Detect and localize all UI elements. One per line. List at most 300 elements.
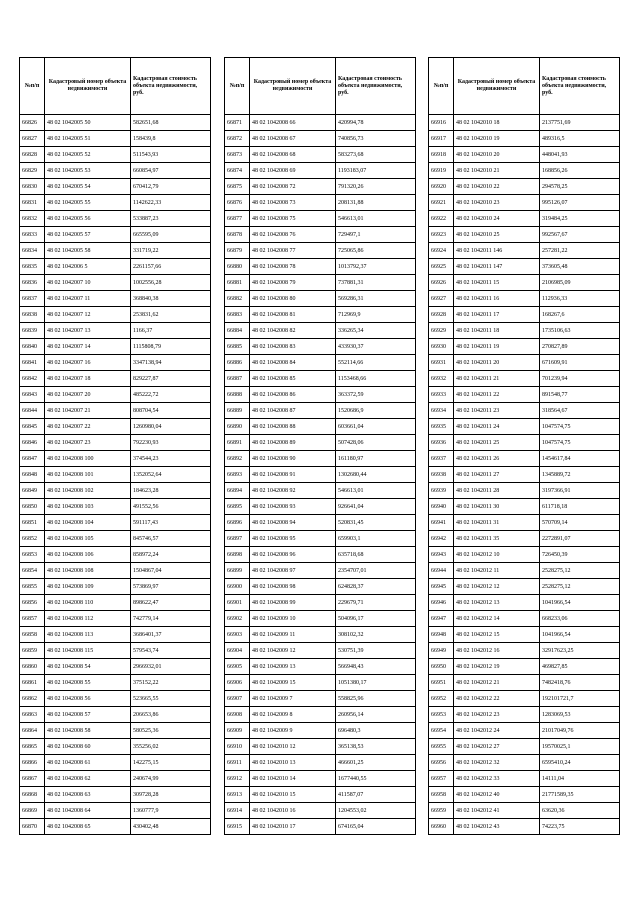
row-number: 66841 (20, 355, 45, 371)
table-row (429, 275, 620, 291)
row-number: 66850 (20, 499, 45, 515)
table-row (429, 291, 620, 307)
cadastral-value: 670412,79 (131, 179, 211, 195)
cadastral-value: 375152,22 (131, 675, 211, 691)
cadastral-number: 48 02 1042010 21 (454, 163, 540, 179)
row-number: 66837 (20, 291, 45, 307)
row-number: 66956 (429, 755, 454, 771)
cadastral-value: 3197366,91 (540, 483, 620, 499)
table-row (429, 803, 620, 819)
cadastral-number: 48 02 1042011 26 (454, 451, 540, 467)
table-row (225, 115, 416, 131)
cadastral-value: 1345889,72 (540, 467, 620, 483)
row-number: 66866 (20, 755, 45, 771)
cadastral-number: 48 02 1042008 81 (250, 307, 336, 323)
table-row (225, 595, 416, 611)
cadastral-number: 48 02 1042005 57 (45, 227, 131, 243)
row-number: 66831 (20, 195, 45, 211)
row-number: 66955 (429, 739, 454, 755)
row-number: 66836 (20, 275, 45, 291)
row-number: 66892 (225, 451, 250, 467)
row-number: 66829 (20, 163, 45, 179)
row-number: 66915 (225, 819, 250, 835)
cadastral-number: 48 02 1042008 67 (250, 131, 336, 147)
table-row (20, 403, 211, 419)
cadastral-value: 469827,85 (540, 659, 620, 675)
cadastral-number: 48 02 1042007 10 (45, 275, 131, 291)
cadastral-value: 2137751,69 (540, 115, 620, 131)
cadastral-value: 591117,43 (131, 515, 211, 531)
cadastral-value: 1051380,17 (336, 675, 416, 691)
row-number: 66932 (429, 371, 454, 387)
row-number: 66923 (429, 227, 454, 243)
table-row (20, 723, 211, 739)
cadastral-number: 48 02 1042009 15 (250, 675, 336, 691)
table-row (429, 467, 620, 483)
cadastral-value: 1115808,79 (131, 339, 211, 355)
cadastral-number: 48 02 1042008 78 (250, 259, 336, 275)
cadastral-number: 48 02 1042008 80 (250, 291, 336, 307)
cadastral-value: 1520686,9 (336, 403, 416, 419)
cadastral-number: 48 02 1042008 109 (45, 579, 131, 595)
table-row (225, 211, 416, 227)
row-number: 66872 (225, 131, 250, 147)
table-row (20, 595, 211, 611)
cadastral-number: 48 02 1042009 13 (250, 659, 336, 675)
row-number: 66880 (225, 259, 250, 275)
cadastral-number: 48 02 1042008 98 (250, 579, 336, 595)
row-number: 66893 (225, 467, 250, 483)
cadastral-value: 1352052,64 (131, 467, 211, 483)
cadastral-value: 808704,54 (131, 403, 211, 419)
row-number: 66898 (225, 547, 250, 563)
cadastral-number: 48 02 1042005 56 (45, 211, 131, 227)
cadastral-value: 729497,1 (336, 227, 416, 243)
table-row (429, 227, 620, 243)
row-number: 66931 (429, 355, 454, 371)
row-number: 66941 (429, 515, 454, 531)
cadastral-value: 1047574,75 (540, 435, 620, 451)
cadastral-number: 48 02 1042005 53 (45, 163, 131, 179)
table-row (429, 595, 620, 611)
cadastral-value: 1302680,44 (336, 467, 416, 483)
table-row (429, 435, 620, 451)
table-row (225, 579, 416, 595)
cadastral-number: 48 02 1042008 65 (45, 819, 131, 835)
table-row (20, 147, 211, 163)
cadastral-value: 791320,26 (336, 179, 416, 195)
cadastral-number: 48 02 1042008 91 (250, 467, 336, 483)
cadastral-number: 48 02 1042007 13 (45, 323, 131, 339)
cadastral-number: 48 02 1042008 79 (250, 275, 336, 291)
row-number: 66838 (20, 307, 45, 323)
row-number: 66900 (225, 579, 250, 595)
cadastral-number: 48 02 1042012 32 (454, 755, 540, 771)
cadastral-number: 48 02 1042010 14 (250, 771, 336, 787)
row-number: 66842 (20, 371, 45, 387)
cadastral-value: 430402,48 (131, 819, 211, 835)
row-number: 66943 (429, 547, 454, 563)
cadastral-number: 48 02 1042007 16 (45, 355, 131, 371)
cadastral-value: 659903,1 (336, 531, 416, 547)
table-row (20, 115, 211, 131)
row-number: 66944 (429, 563, 454, 579)
cadastral-value: 829227,87 (131, 371, 211, 387)
row-number: 66877 (225, 211, 250, 227)
cadastral-value: 511543,93 (131, 147, 211, 163)
row-number: 66959 (429, 803, 454, 819)
table-row (20, 691, 211, 707)
row-number: 66899 (225, 563, 250, 579)
cadastral-number: 48 02 1042008 75 (250, 211, 336, 227)
table-row (429, 163, 620, 179)
cadastral-value: 926641,04 (336, 499, 416, 515)
cadastral-value: 569286,31 (336, 291, 416, 307)
table-row (429, 531, 620, 547)
cadastral-value: 21771589,35 (540, 787, 620, 803)
cadastral-value: 257281,22 (540, 243, 620, 259)
table-row (429, 579, 620, 595)
row-number: 66953 (429, 707, 454, 723)
cadastral-value: 507428,06 (336, 435, 416, 451)
row-number: 66858 (20, 627, 45, 643)
row-number: 66925 (429, 259, 454, 275)
header-cadastral-value: Кадастровая стоимость объекта недвижимости, руб. (540, 58, 620, 115)
cadastral-number: 48 02 1042008 64 (45, 803, 131, 819)
cadastral-value: 19570025,1 (540, 739, 620, 755)
cadastral-value: 845746,57 (131, 531, 211, 547)
cadastral-number: 48 02 1042008 76 (250, 227, 336, 243)
cadastral-value: 504096,17 (336, 611, 416, 627)
table-row (225, 259, 416, 275)
cadastral-number: 48 02 1042009 10 (250, 611, 336, 627)
table-row (225, 451, 416, 467)
row-number: 66948 (429, 627, 454, 643)
cadastral-number: 48 02 1042007 11 (45, 291, 131, 307)
table-row (20, 547, 211, 563)
table-row (429, 387, 620, 403)
row-number: 66875 (225, 179, 250, 195)
cadastral-number: 48 02 1042012 41 (454, 803, 540, 819)
cadastral-number: 48 02 1042012 10 (454, 547, 540, 563)
cadastral-number: 48 02 1042012 19 (454, 659, 540, 675)
table-row (20, 131, 211, 147)
table-row (20, 483, 211, 499)
cadastral-number: 48 02 1042012 33 (454, 771, 540, 787)
cadastral-value: 1360777,9 (131, 803, 211, 819)
cadastral-value: 63620,36 (540, 803, 620, 819)
table-row (20, 755, 211, 771)
cadastral-value: 668233,06 (540, 611, 620, 627)
table-row (20, 227, 211, 243)
cadastral-value: 318564,67 (540, 403, 620, 419)
cadastral-value: 552114,66 (336, 355, 416, 371)
table-row (429, 739, 620, 755)
cadastral-number: 48 02 1042008 94 (250, 515, 336, 531)
row-number: 66855 (20, 579, 45, 595)
table-row (225, 419, 416, 435)
row-number: 66891 (225, 435, 250, 451)
row-number: 66897 (225, 531, 250, 547)
cadastral-value: 74223,75 (540, 819, 620, 835)
cadastral-number: 48 02 1042005 52 (45, 147, 131, 163)
cadastral-number: 48 02 1042008 72 (250, 179, 336, 195)
cadastral-value: 2966932,01 (131, 659, 211, 675)
row-number: 66886 (225, 355, 250, 371)
table-row (429, 211, 620, 227)
row-number: 66924 (429, 243, 454, 259)
row-number: 66879 (225, 243, 250, 259)
row-number: 66857 (20, 611, 45, 627)
row-number: 66914 (225, 803, 250, 819)
cadastral-value: 161180,97 (336, 451, 416, 467)
table-row (20, 275, 211, 291)
cadastral-value: 1153468,66 (336, 371, 416, 387)
row-number: 66926 (429, 275, 454, 291)
row-number: 66905 (225, 659, 250, 675)
cadastral-value: 168856,26 (540, 163, 620, 179)
cadastral-value: 891548,77 (540, 387, 620, 403)
row-number: 66847 (20, 451, 45, 467)
cadastral-value: 740856,73 (336, 131, 416, 147)
cadastral-number: 48 02 1042008 106 (45, 547, 131, 563)
cadastral-value: 7482418,76 (540, 675, 620, 691)
cadastral-number: 48 02 1042008 54 (45, 659, 131, 675)
row-number: 66896 (225, 515, 250, 531)
table-row (429, 451, 620, 467)
table-row (20, 787, 211, 803)
table-row (429, 195, 620, 211)
cadastral-number: 48 02 1042011 19 (454, 339, 540, 355)
registry-table-2 (224, 57, 416, 835)
row-number: 66954 (429, 723, 454, 739)
table-row (429, 179, 620, 195)
row-number: 66902 (225, 611, 250, 627)
table-row (225, 771, 416, 787)
table-row (429, 787, 620, 803)
row-number: 66873 (225, 147, 250, 163)
row-number: 66935 (429, 419, 454, 435)
row-number: 66945 (429, 579, 454, 595)
cadastral-number: 48 02 1042010 18 (454, 115, 540, 131)
cadastral-number: 48 02 1042005 55 (45, 195, 131, 211)
cadastral-value: 712969,9 (336, 307, 416, 323)
table-row (225, 515, 416, 531)
row-number: 66922 (429, 211, 454, 227)
row-number: 66848 (20, 467, 45, 483)
table-row (429, 323, 620, 339)
cadastral-number: 48 02 1042008 56 (45, 691, 131, 707)
cadastral-value: 546613,01 (336, 483, 416, 499)
cadastral-number: 48 02 1042008 103 (45, 499, 131, 515)
cadastral-value: 696480,3 (336, 723, 416, 739)
table-row (20, 499, 211, 515)
cadastral-value: 2106985,09 (540, 275, 620, 291)
cadastral-value: 374544,23 (131, 451, 211, 467)
table-row (225, 723, 416, 739)
table-row (429, 723, 620, 739)
row-number: 66827 (20, 131, 45, 147)
table-row (225, 243, 416, 259)
table-row (429, 307, 620, 323)
table-header (225, 58, 416, 115)
table-row (429, 339, 620, 355)
cadastral-number: 48 02 1042008 95 (250, 531, 336, 547)
table-row (429, 483, 620, 499)
table-row (20, 803, 211, 819)
cadastral-number: 48 02 1042008 92 (250, 483, 336, 499)
row-number: 66907 (225, 691, 250, 707)
row-number: 66884 (225, 323, 250, 339)
table-row (20, 435, 211, 451)
row-number: 66871 (225, 115, 250, 131)
cadastral-value: 1735106,63 (540, 323, 620, 339)
cadastral-number: 48 02 1042012 27 (454, 739, 540, 755)
row-number: 66928 (429, 307, 454, 323)
table-row (20, 323, 211, 339)
table-row (225, 675, 416, 691)
cadastral-number: 48 02 1042007 14 (45, 339, 131, 355)
cadastral-value: 489316,5 (540, 131, 620, 147)
table-row (20, 291, 211, 307)
cadastral-value: 485222,72 (131, 387, 211, 403)
cadastral-number: 48 02 1042008 97 (250, 563, 336, 579)
cadastral-number: 48 02 1042010 15 (250, 787, 336, 803)
row-number: 66904 (225, 643, 250, 659)
row-number: 66862 (20, 691, 45, 707)
cadastral-number: 48 02 1042008 77 (250, 243, 336, 259)
row-number: 66889 (225, 403, 250, 419)
row-number: 66856 (20, 595, 45, 611)
row-number: 66845 (20, 419, 45, 435)
table-row (429, 659, 620, 675)
cadastral-number: 48 02 1042012 24 (454, 723, 540, 739)
table-row (429, 147, 620, 163)
table-row (20, 467, 211, 483)
table-row (429, 675, 620, 691)
cadastral-number: 48 02 1042008 68 (250, 147, 336, 163)
cadastral-value: 192101721,7 (540, 691, 620, 707)
cadastral-value: 294578,25 (540, 179, 620, 195)
row-number: 66863 (20, 707, 45, 723)
table-row (225, 627, 416, 643)
cadastral-value: 603661,04 (336, 419, 416, 435)
cadastral-value: 2354707,01 (336, 563, 416, 579)
cadastral-value: 583273,68 (336, 147, 416, 163)
table-row (20, 371, 211, 387)
table-row (20, 611, 211, 627)
cadastral-value: 240674,99 (131, 771, 211, 787)
cadastral-value: 331719,22 (131, 243, 211, 259)
table-row (20, 339, 211, 355)
cadastral-number: 48 02 1042008 86 (250, 387, 336, 403)
row-number: 66957 (429, 771, 454, 787)
row-number: 66913 (225, 787, 250, 803)
table-row (225, 355, 416, 371)
cadastral-number: 48 02 1042012 43 (454, 819, 540, 835)
cadastral-number: 48 02 1042008 113 (45, 627, 131, 643)
table-row (20, 307, 211, 323)
cadastral-number: 48 02 1042011 23 (454, 403, 540, 419)
cadastral-number: 48 02 1042008 88 (250, 419, 336, 435)
cadastral-value: 1204553,02 (336, 803, 416, 819)
cadastral-value: 1002556,28 (131, 275, 211, 291)
cadastral-number: 48 02 1042012 22 (454, 691, 540, 707)
cadastral-number: 48 02 1042009 7 (250, 691, 336, 707)
row-number: 66870 (20, 819, 45, 835)
row-number: 66933 (429, 387, 454, 403)
table-row (20, 355, 211, 371)
cadastral-number: 48 02 1042011 24 (454, 419, 540, 435)
cadastral-value: 579543,74 (131, 643, 211, 659)
cadastral-number: 48 02 1042008 112 (45, 611, 131, 627)
cadastral-number: 48 02 1042010 25 (454, 227, 540, 243)
cadastral-value: 1677440,55 (336, 771, 416, 787)
row-number: 66938 (429, 467, 454, 483)
table-row (429, 547, 620, 563)
cadastral-number: 48 02 1042008 83 (250, 339, 336, 355)
row-number: 66921 (429, 195, 454, 211)
cadastral-value: 184623,28 (131, 483, 211, 499)
cadastral-number: 48 02 1042011 20 (454, 355, 540, 371)
cadastral-value: 742779,14 (131, 611, 211, 627)
header-num: №п/п (225, 58, 250, 115)
table-row (225, 195, 416, 211)
cadastral-number: 48 02 1042010 19 (454, 131, 540, 147)
cadastral-value: 2528275,12 (540, 563, 620, 579)
cadastral-number: 48 02 1042005 50 (45, 115, 131, 131)
row-number: 66833 (20, 227, 45, 243)
cadastral-value: 229679,71 (336, 595, 416, 611)
cadastral-number: 48 02 1042010 12 (250, 739, 336, 755)
cadastral-value: 253831,62 (131, 307, 211, 323)
row-number: 66903 (225, 627, 250, 643)
table-row (20, 419, 211, 435)
table-row (20, 163, 211, 179)
cadastral-value: 671609,91 (540, 355, 620, 371)
cadastral-number: 48 02 1042008 101 (45, 467, 131, 483)
cadastral-number: 48 02 1042010 22 (454, 179, 540, 195)
row-number: 66865 (20, 739, 45, 755)
cadastral-number: 48 02 1042008 89 (250, 435, 336, 451)
cadastral-number: 48 02 1042008 102 (45, 483, 131, 499)
table-row (225, 179, 416, 195)
cadastral-number: 48 02 1042008 66 (250, 115, 336, 131)
table-row (429, 691, 620, 707)
header-num: №п/п (20, 58, 45, 115)
cadastral-value: 206653,86 (131, 707, 211, 723)
table-row (225, 467, 416, 483)
cadastral-value: 558825,96 (336, 691, 416, 707)
row-number: 66859 (20, 643, 45, 659)
cadastral-value: 2528275,12 (540, 579, 620, 595)
table-row (429, 259, 620, 275)
table-row (225, 531, 416, 547)
table-row (225, 227, 416, 243)
cadastral-number: 48 02 1042007 12 (45, 307, 131, 323)
cadastral-value: 32917623,25 (540, 643, 620, 659)
table-row (20, 643, 211, 659)
table-row (225, 163, 416, 179)
row-number: 66826 (20, 115, 45, 131)
table-row (429, 355, 620, 371)
cadastral-value: 660854,97 (131, 163, 211, 179)
cadastral-value: 1013792,37 (336, 259, 416, 275)
cadastral-value: 624828,37 (336, 579, 416, 595)
cadastral-number: 48 02 1042011 146 (454, 243, 540, 259)
cadastral-number: 48 02 1042011 31 (454, 515, 540, 531)
table-row (429, 515, 620, 531)
